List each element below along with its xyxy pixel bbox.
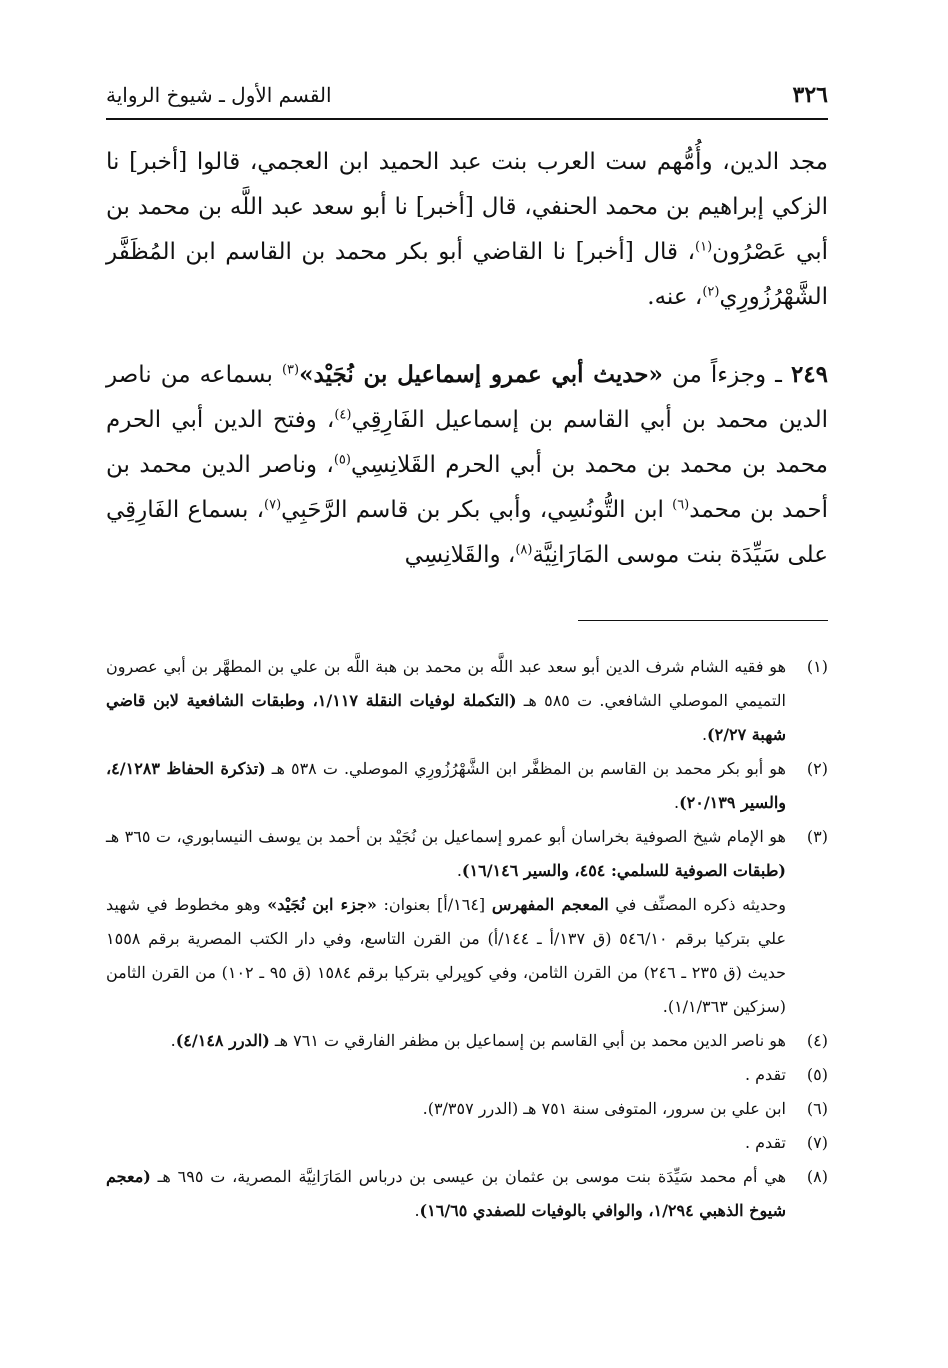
footnote-citation: «جزء ابن نُجَيْد» xyxy=(267,895,377,914)
footnote-mark: (٧) xyxy=(806,1133,828,1152)
footnote-tail: . xyxy=(414,1201,420,1220)
entry-number: ٢٤٩ xyxy=(790,361,829,388)
footnote-text: هو الإمام شيخ الصوفية بخراسان أبو عمرو إسماعيل بن نُجَيْد بن أحمد بن يوسف النيسابوري، ت ٣٦٥ هـ xyxy=(106,827,786,846)
footnote-tail: . xyxy=(456,861,462,880)
footnote-citation: (معجم شيوخ الذهبي ١/٢٩٤، والوافي بالوفيات للصفدي ١٦/٦٥) xyxy=(106,1167,786,1220)
text-segment: مجد الدين، وأُمُّهم ست العرب بنت عبد الحميد ابن العجمي، قالوا [أخبر] نا الزكي إبراهيم بن محمد الحنفي، قال [أخبر] نا أبو سعد عبد اللَّه بن محمد بن أبي عَصْرُون xyxy=(106,149,828,265)
footnote-divider xyxy=(578,620,828,621)
footnote-mark: (٨) xyxy=(806,1167,828,1186)
footnote-text: هو ناصر الدين محمد بن أبي القاسم بن إسماعيل بن مظفر الفارقي ت ٧٦١ هـ xyxy=(269,1031,786,1050)
text-segment: ابن التُّونُسِي، وأبي بكر بن قاسم الرَّحَبِي xyxy=(281,497,673,523)
footnote-mark: (١) xyxy=(806,657,828,676)
text-segment: ، بسماع الفَارِقِي على سَيِّدَة بنت موسى المَارَانِيَّة xyxy=(106,497,828,568)
footnote-text: [١٦٤/أ] بعنوان: xyxy=(376,895,492,914)
footnote-ref: (٤) xyxy=(334,407,352,423)
footnote-ref: (٧) xyxy=(264,497,282,513)
footnote-text: هي أم محمد سَيِّدَة بنت موسى بن عثمان بن عيسى بن درباس المَارَانِيَّة المصرية، ت ٦٩٥ هـ xyxy=(150,1167,787,1186)
footnote-citation: (تذكرة الحفاظ ٤/١٢٨٣، والسير ٢٠/١٣٩) xyxy=(106,759,786,812)
footnote-text: وهو مخطوط في شهيد علي بتركيا برقم ٥٤٦/١٠ (ق ١٣٧/أ ـ ١٤٤/أ) من القرن التاسع، وفي دار الكتب المصرية برقم ١٥٥٨ حديث (ق ٢٣٥ ـ ٢٤٦) من القرن الثامن، وفي كوپرلي بتركيا برقم ١٥٨٤ (ق ٩٥ ـ ١٠٢) من القرن الثامن (سزكين ١/١/٣٦٣). xyxy=(106,895,787,1016)
footnote-citation: المعجم المفهرس xyxy=(491,895,609,914)
footnote-ref: (٥) xyxy=(333,452,351,468)
footnote-5 xyxy=(106,1058,828,1092)
footnote-ref: (١) xyxy=(695,239,713,255)
footnote-2 xyxy=(106,752,828,820)
text-segment: ، قال [أخبر] نا القاضي أبو بكر محمد بن القاسم ابن المُظَفَّر الشَّهْرُزُورِي xyxy=(106,239,828,310)
footnote-8 xyxy=(106,1160,828,1228)
footnote-mark: (٦) xyxy=(806,1099,828,1118)
text-segment: ، والقَلانِسِي xyxy=(404,542,516,568)
footnote-3 xyxy=(106,820,828,1024)
running-title: القسم الأول ـ شيوخ الرواية xyxy=(106,83,332,107)
footnote-ref: (٨) xyxy=(515,542,533,558)
footnote-text: هو أبو بكر محمد بن القاسم بن المظفَّر ابن الشَّهْرُزُورِي الموصلي. ت ٥٣٨ هـ xyxy=(265,759,786,778)
footnote-mark: (٣) xyxy=(806,827,828,846)
footnote-citation: (التكملة لوفيات النقلة ١/١١٧، وطبقات الشافعية لابن قاضي شهبة ٢/٢٧) xyxy=(106,691,786,744)
paragraph-continuation xyxy=(106,140,828,320)
footnote-7 xyxy=(106,1126,828,1160)
footnote-tail: . xyxy=(673,793,680,812)
footnote-mark: (٥) xyxy=(806,1065,828,1084)
text-segment: ، عنه. xyxy=(647,284,703,310)
footnote-tail: . xyxy=(701,725,708,744)
footnote-ref: (٢) xyxy=(702,284,720,300)
footnote-4 xyxy=(106,1024,828,1058)
text-segment: بسماعه من ناصر الدين محمد بن أبي القاسم بن إسماعيل الفَارِقِي xyxy=(106,362,829,433)
footnotes xyxy=(106,650,828,1228)
footnote-text: هو فقيه الشام شرف الدين أبو سعد عبد اللَّه بن محمد بن هبة اللَّه بن علي بن المطهَّر بن أبي عصرون التميمي الموصلي الشافعي. ت ٥٨٥ هـ xyxy=(106,657,787,710)
entry-249 xyxy=(106,352,828,578)
text-segment: ـ وجزءاً من xyxy=(662,362,791,388)
footnote-mark: (٢) xyxy=(806,759,828,778)
footnote-tail: . xyxy=(170,1031,176,1050)
footnote-text: تقدم . xyxy=(744,1065,786,1084)
text-segment: ، وفتح الدين أبي الحرم محمد بن محمد بن محمد بن أبي الحرم القَلانِسِي xyxy=(106,407,829,478)
footnote-1 xyxy=(106,650,828,752)
footnote-6 xyxy=(106,1092,828,1126)
footnote-ref: (٦) xyxy=(672,497,690,513)
footnote-mark: (٤) xyxy=(806,1031,828,1050)
header-divider xyxy=(106,118,828,120)
footnote-citation: (طبقات الصوفية للسلمي: ٤٥٤، والسير ١٦/١٤٦) xyxy=(461,861,786,880)
footnote-text: تقدم . xyxy=(744,1133,786,1152)
footnote-text: ابن علي بن سرور، المتوفى سنة ٧٥١ هـ (الدرر ٣/٣٥٧). xyxy=(422,1099,786,1118)
footnote-text: وحديثه ذكره المصنِّف في xyxy=(608,895,787,914)
page-header xyxy=(106,78,828,112)
entry-title: «حديث أبي عمرو إسماعيل بن نُجَيْد» xyxy=(299,361,663,388)
footnote-citation: (الدرر ٤/١٤٨) xyxy=(175,1031,270,1050)
page-number: ٣٢٦ xyxy=(792,82,828,108)
text-segment: ، وناصر الدين محمد بن أحمد بن محمد xyxy=(106,452,828,523)
main-text xyxy=(106,140,828,578)
footnote-ref: (٣) xyxy=(281,362,300,378)
